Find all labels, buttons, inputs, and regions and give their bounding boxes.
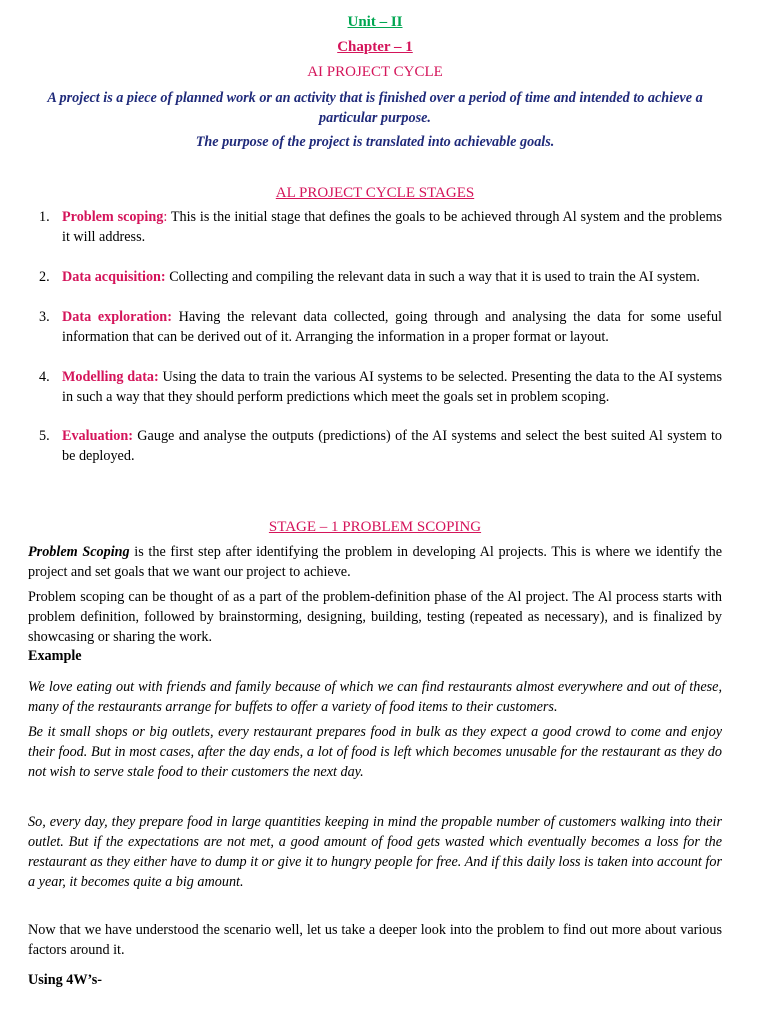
example-paragraph-3: So, every day, they prepare food in large quantities keeping in mind the propable number of customers walking into their outlet. But if the expectations are not met, a good amount of food gets wasted which eventually becomes a loss for the restaurant as they either have to dump it or give it to hungry people for free. And if this daily loss is taken into account for a year, it becomes quite a big amount.	[28, 814, 722, 890]
list-item	[28, 207, 722, 247]
list-item-term: Data exploration:	[62, 309, 172, 325]
list-item-term: Evaluation:	[62, 428, 133, 444]
list-item	[28, 367, 722, 407]
problem-definition-paragraph: Problem scoping can be thought of as a part of the problem-definition phase of the Al project. The Al process starts with problem definition, followed by brainstorming, designing, building, testing (repeated as necessary), and is finalized by showcasing or sharing the work.	[28, 589, 722, 645]
list-item-term: Data acquisition:	[62, 269, 166, 285]
project-definition: A project is a piece of planned work or an activity that is finished over a period of time and intended to achieve a particular purpose.	[47, 90, 703, 126]
project-purpose: The purpose of the project is translated into achievable goals.	[195, 134, 555, 150]
list-item-number: 1.	[39, 209, 50, 225]
list-item-number: 2.	[39, 269, 50, 285]
list-item-term: Modelling data:	[62, 369, 159, 385]
using-4ws-label: Using 4W’s-	[28, 972, 102, 988]
list-item-number: 5.	[39, 428, 50, 444]
stage-list	[28, 207, 722, 466]
example-paragraph-1: We love eating out with friends and family because of which we can find restaurants almost everywhere and out of these, many of the restaurants arrange for buffets to offer a variety of food items to their customers.	[28, 679, 722, 715]
example-paragraph-2: Be it small shops or big outlets, every restaurant prepares food in bulk as they expect a good crowd to come and enjoy their food. But in most cases, after the day ends, a lot of food is left which becomes unusable for the restaurant as they do not wish to serve stale food to their customers the next day.	[28, 724, 722, 780]
stage1-heading: STAGE – 1 PROBLEM SCOPING	[268, 519, 482, 535]
problem-scoping-paragraph	[28, 542, 722, 582]
unit-heading: Unit – II	[347, 14, 403, 30]
list-item	[28, 267, 722, 287]
problem-scoping-text: is the first step after identifying the problem in developing Al projects. This is where we identify the project and set goals that we want our project to achieve.	[28, 544, 723, 580]
list-item-number: 3.	[39, 309, 50, 325]
list-item-text: Gauge and analyse the outputs (predictions) of the AI systems and select the best suited Al system to be deployed.	[62, 428, 722, 464]
scenario-paragraph: Now that we have understood the scenario well, let us take a deeper look into the problem to find out more about various factors around it.	[28, 922, 722, 958]
list-item-text: Collecting and compiling the relevant data in such a way that it is used to train the AI system.	[165, 269, 700, 285]
list-item-text: Having the relevant data collected, going through and analysing the data for some useful information that can be derived out of it. Arranging the information in a proper format or layout.	[62, 309, 722, 345]
list-item-text: This is the initial stage that defines the goals to be achieved through Al system and the problems it will address.	[62, 209, 722, 245]
chapter-heading: Chapter – 1	[337, 39, 413, 55]
list-item	[28, 426, 722, 466]
list-item-term: Problem scoping	[62, 209, 164, 225]
problem-scoping-term: Problem Scoping	[28, 544, 130, 560]
list-item-text: Using the data to train the various AI systems to be selected. Presenting the data to the AI systems in such a way that they should perform predictions which meet the goals set in problem scoping.	[62, 369, 722, 405]
example-label: Example	[28, 648, 82, 664]
stages-heading: AL PROJECT CYCLE STAGES	[275, 185, 475, 201]
list-item	[28, 307, 722, 347]
page-title: AI PROJECT CYCLE	[307, 64, 443, 80]
list-item-number: 4.	[39, 369, 50, 385]
list-item-separator: :	[163, 209, 168, 225]
